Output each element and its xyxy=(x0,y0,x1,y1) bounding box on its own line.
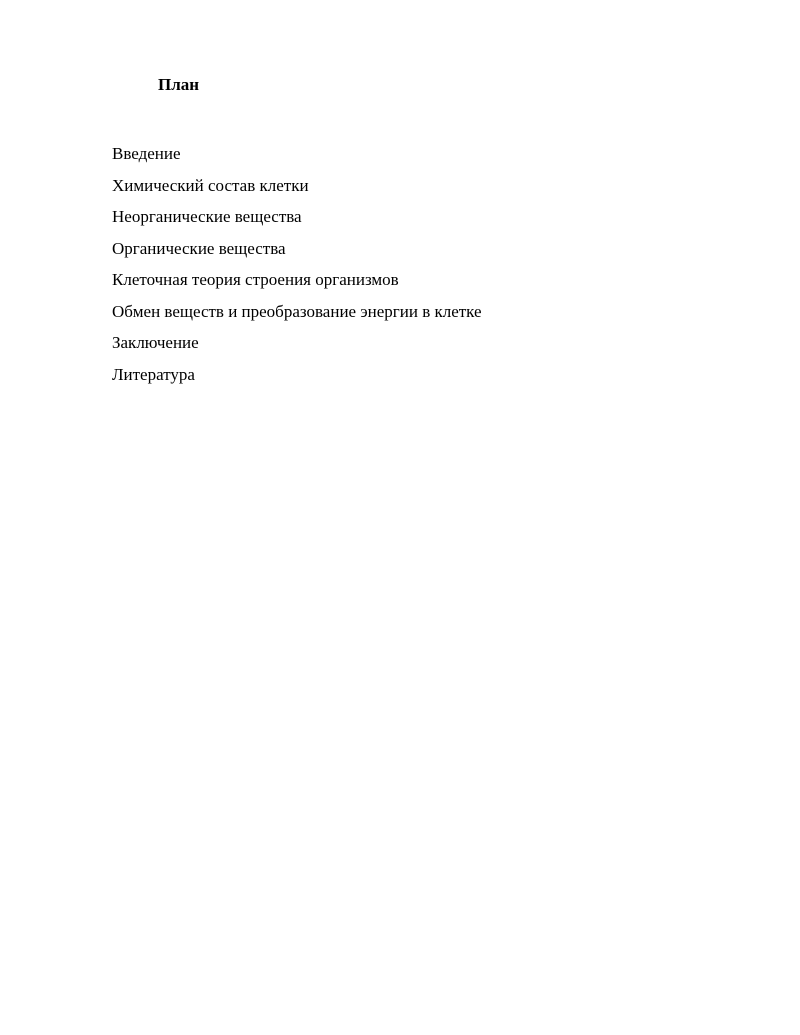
plan-item-metabolism: Обмен веществ и преобразование энергии в клетке xyxy=(112,301,482,321)
plan-item-introduction: Введение xyxy=(112,144,181,163)
plan-item-conclusion: Заключение xyxy=(112,333,199,352)
plan-item-literature: Литература xyxy=(112,364,195,384)
plan-item-chemical-composition: Химический состав клетки xyxy=(112,175,309,195)
plan-item-organic-substances: Органические вещества xyxy=(112,238,286,258)
plan-list xyxy=(112,138,482,390)
page-title: План xyxy=(158,75,200,94)
plan-item-cell-theory: Клеточная теория строения организмов xyxy=(112,270,399,289)
plan-item-inorganic-substances: Неорганические вещества xyxy=(112,207,302,226)
